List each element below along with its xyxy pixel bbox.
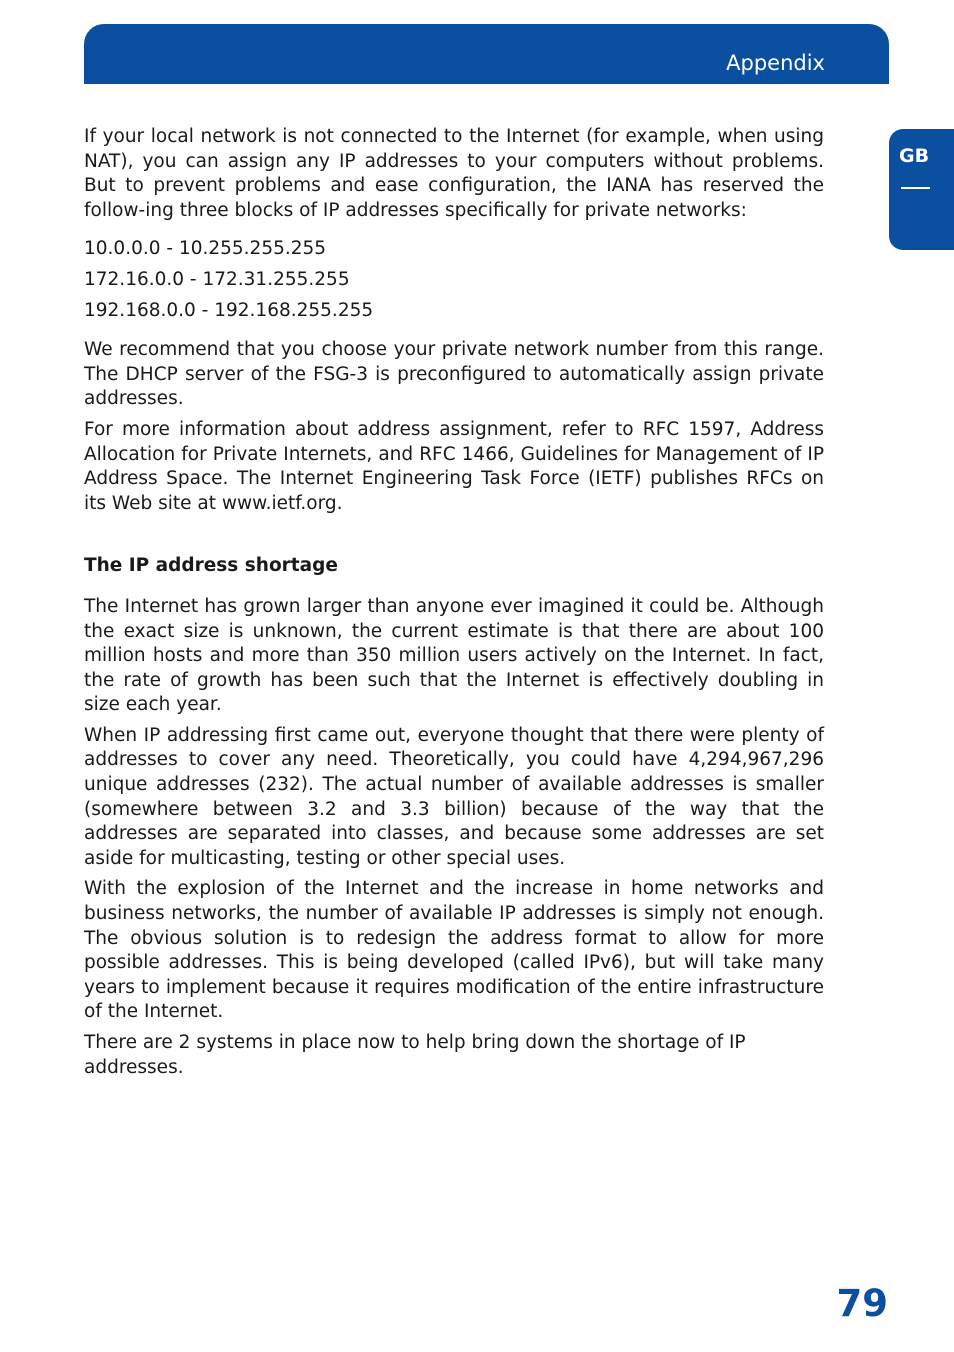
section-heading: The IP address shortage — [84, 555, 338, 577]
recommendation-paragraph: We recommend that you choose your private network number from this range. The DHCP server of the FSG-3 is preconfigured to automatically assign private addresses. — [84, 339, 824, 410]
address-range: 192.168.0.0 - 192.168.255.255 — [84, 299, 374, 321]
header-title: Appendix — [726, 51, 825, 75]
page-content — [84, 125, 824, 1086]
rfc-info-paragraph: For more information about address assignment, refer to RFC 1597, Address Allocation for Private Internets, and RFC 1466, Guidelines for Management of IP Address Space. The Internet Engineering Task Force (IETF) publishes RFCs on its Web site at www.ietf.org. — [84, 418, 824, 514]
header-band — [84, 24, 889, 84]
section-paragraph: There are 2 systems in place now to help bring down the shortage of IP addresses. — [84, 1032, 746, 1078]
intro-paragraph: If your local network is not connected to the Internet (for example, when using NAT), you can assign any IP addresses to your computers without problems. But to prevent problems and ease configuration, the IANA has reserved the follow-ing three blocks of IP addresses specifically for private networks: — [84, 126, 824, 221]
language-tab-rule — [901, 187, 930, 189]
language-tab — [889, 129, 954, 250]
address-range: 10.0.0.0 - 10.255.255.255 — [84, 238, 327, 260]
section-paragraph: When IP addressing first came out, everyone thought that there were plenty of addresses to cover any need. Theoretically, you could have 4,294,967,296 unique addresses (232). The actual number of available addresses is smaller (somewhere between 3.2 and 3.3 billion) because of the way that the addresses are separated into classes, and because some addresses are set aside for multicasting, testing or other special uses. — [84, 724, 824, 869]
address-range: 172.16.0.0 - 172.31.255.255 — [84, 268, 350, 290]
section-paragraph: The Internet has grown larger than anyone ever imagined it could be. Although the exact size is unknown, the current estimate is that there are about 100 million hosts and more than 350 million users actively on the Internet. In fact, the rate of growth has been such that the Internet is effectively doubling in size each year. — [84, 595, 824, 716]
address-range-list — [84, 237, 824, 323]
section-paragraph: With the explosion of the Internet and the increase in home networks and business networks, the number of available IP addresses is simply not enough. The obvious solution is to redesign the address format to allow for more possible addresses. This is being developed (called IPv6), but will take many years to implement because it requires modification of the entire infrastructure of the Internet. — [84, 878, 824, 1023]
language-tab-label: GB — [899, 145, 930, 167]
page-number: 79 — [836, 1282, 888, 1325]
